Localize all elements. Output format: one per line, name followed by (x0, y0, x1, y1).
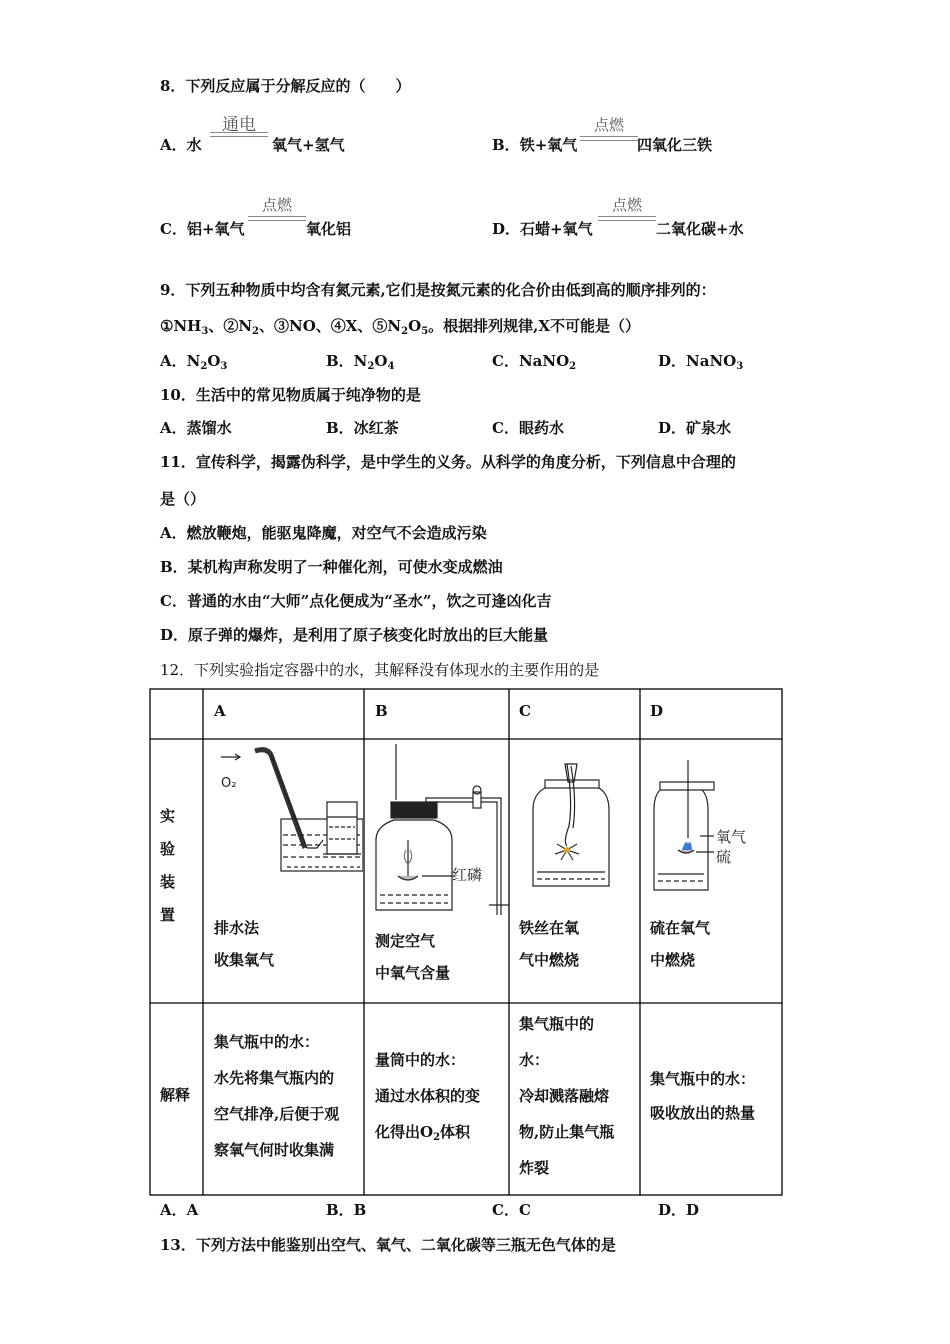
caption-d (650, 912, 710, 976)
q11-stem-line1: 11．宣传科学，揭露伪科学，是中学生的义务。从科学的角度分析，下列信息中合理的 (160, 453, 736, 471)
exp-part: 化得出O (375, 1123, 434, 1141)
subscript: 5 (421, 326, 429, 337)
exp-part: 体积 (440, 1123, 471, 1141)
condition-label: 点燃 (593, 116, 624, 134)
q9-stem: 9．下列五种物质中均含有氮元素,它们是按氮元素的化合价由低到高的顺序排列的： (160, 281, 716, 299)
caption-line: 中燃烧 (650, 951, 696, 969)
reactant: 水 (186, 136, 202, 154)
seq-part: O (408, 317, 422, 335)
q8-d-product: 二氧化碳+水 (656, 220, 744, 238)
apparatus-a-illustration (205, 745, 363, 890)
col-header-b: B (375, 702, 388, 720)
oxygen-label: O₂ (221, 776, 237, 791)
q12-option-b: B．B (326, 1201, 367, 1219)
exp-line: 冷却溅落融熔 (519, 1087, 610, 1105)
caption-line: 排水法 (214, 919, 260, 937)
col-header-d: D (650, 702, 664, 720)
q8-c-product: 氧化铝 (306, 220, 352, 238)
seq-part: 、②N (208, 317, 253, 335)
caption-b (375, 925, 450, 989)
row-title-explanation: 解释 (160, 1086, 191, 1104)
row-title-char: 实 (160, 807, 176, 825)
row-title-char: 置 (160, 906, 176, 924)
caption-line: 收集氧气 (214, 951, 275, 969)
red-phosphorus-label: 红磷 (452, 866, 483, 884)
exp-line: 通过水体积的变 (375, 1087, 481, 1105)
opt-text: D．NaNO (658, 352, 737, 370)
q10-stem: 10．生活中的常见物质属于纯净物的是 (160, 386, 421, 404)
seq-part: 。根据排列规律,X不可能是（） (428, 317, 641, 335)
apparatus-b-illustration (366, 740, 509, 915)
explanation-a (214, 1024, 339, 1168)
subscript: 2 (401, 326, 409, 337)
exp-line: 察氧气何时收集满 (214, 1141, 335, 1159)
caption-line: 硫在氧气 (650, 919, 711, 937)
exp-line: 量筒中的水： (375, 1051, 466, 1069)
q11-option-b: B．某机构声称发明了一种催化剂，可使水变成燃油 (160, 558, 503, 576)
seq-part: ①NH (160, 317, 202, 335)
option-letter: A． (160, 136, 187, 154)
caption-line: 铁丝在氧 (519, 919, 580, 937)
exp-line: 水先将集气瓶内的 (214, 1069, 335, 1087)
q10-option-d: D．矿泉水 (658, 419, 732, 437)
row-title-apparatus (160, 800, 175, 932)
caption-a (214, 912, 274, 976)
col-header-c: C (519, 702, 531, 720)
opt-text: O (207, 352, 221, 370)
exp-line: 空气排净,后便于观 (214, 1105, 340, 1123)
q8-stem: 8．下列反应属于分解反应的（ ） (160, 77, 411, 95)
caption-c (519, 912, 579, 976)
exp-line: 吸收放出的热量 (650, 1104, 756, 1122)
caption-line: 气中燃烧 (519, 951, 580, 969)
q12-option-a: A．A (160, 1201, 199, 1219)
seq-part: 、③NO、④X、⑤N (259, 317, 402, 335)
col-header-a: A (214, 702, 226, 720)
q12-stem: 12．下列实验指定容器中的水，其解释没有体现水的主要作用的是 (160, 661, 600, 679)
explanation-d (650, 1062, 755, 1130)
explanation-c (519, 1006, 614, 1186)
q10-option-b: B．冰红茶 (326, 419, 399, 437)
subscript: 2 (367, 361, 375, 372)
q13-stem: 13．下列方法中能鉴别出空气、氧气、二氧化碳等三瓶无色气体的是 (160, 1236, 616, 1254)
q11-option-c: C．普通的水由“大师”点化便成为“圣水”，饮之可逢凶化吉 (160, 592, 552, 610)
sulfur-label: 硫 (716, 848, 732, 866)
q11-option-d: D．原子弹的爆炸，是利用了原子核变化时放出的巨大能量 (160, 626, 549, 644)
explanation-b (375, 1042, 480, 1150)
q10-option-c: C．眼药水 (492, 419, 564, 437)
subscript: 2 (433, 1132, 441, 1143)
subscript: 2 (569, 361, 577, 372)
option-letter: B． (492, 136, 520, 154)
subscript: 2 (252, 326, 259, 337)
apparatus-c-illustration (511, 762, 639, 892)
caption-line: 中氧气含量 (375, 964, 451, 982)
condition-label: 点燃 (261, 196, 292, 214)
reactant: 铁+氧气 (519, 136, 578, 154)
opt-text: O (374, 352, 388, 370)
reactant: 石蜡+氧气 (520, 220, 593, 238)
q10-option-a: A．蒸馏水 (160, 419, 232, 437)
option-letter: C． (160, 220, 187, 238)
subscript: 3 (736, 361, 744, 372)
q12-option-d: D．D (658, 1201, 700, 1219)
exp-line (375, 1114, 480, 1150)
row-title-char: 验 (160, 840, 176, 858)
exp-line: 水： (519, 1051, 550, 1069)
q11-option-a: A．燃放鞭炮，能驱鬼降魔，对空气不会造成污染 (160, 524, 487, 542)
exp-line: 集气瓶中的水： (214, 1033, 320, 1051)
subscript: 2 (200, 361, 208, 372)
subscript: 3 (220, 361, 228, 372)
apparatus-d-illustration (642, 758, 772, 898)
q8-a-product: 氧气+氢气 (272, 136, 345, 154)
opt-text: C．NaNO (492, 352, 570, 370)
option-letter: D． (492, 220, 521, 238)
oxygen-label: 氧气 (716, 828, 747, 846)
q8-b-product: 四氧化三铁 (637, 136, 713, 154)
row-title-char: 装 (160, 873, 176, 891)
subscript: 3 (201, 326, 209, 337)
exp-line: 炸裂 (519, 1159, 550, 1177)
caption-line: 测定空气 (375, 932, 436, 950)
subscript: 4 (387, 361, 395, 372)
condition-label: 通电 (222, 115, 256, 135)
exp-line: 集气瓶中的 (519, 1015, 595, 1033)
reactant: 铝+氧气 (186, 220, 245, 238)
opt-text: A．N (160, 352, 201, 370)
opt-text: B．N (326, 352, 368, 370)
q12-option-c: C．C (492, 1201, 531, 1219)
exp-line: 集气瓶中的水： (650, 1070, 756, 1088)
condition-label: 点燃 (611, 196, 642, 214)
q11-stem-line2: 是（） (160, 490, 206, 508)
exp-line: 物,防止集气瓶 (519, 1123, 615, 1141)
